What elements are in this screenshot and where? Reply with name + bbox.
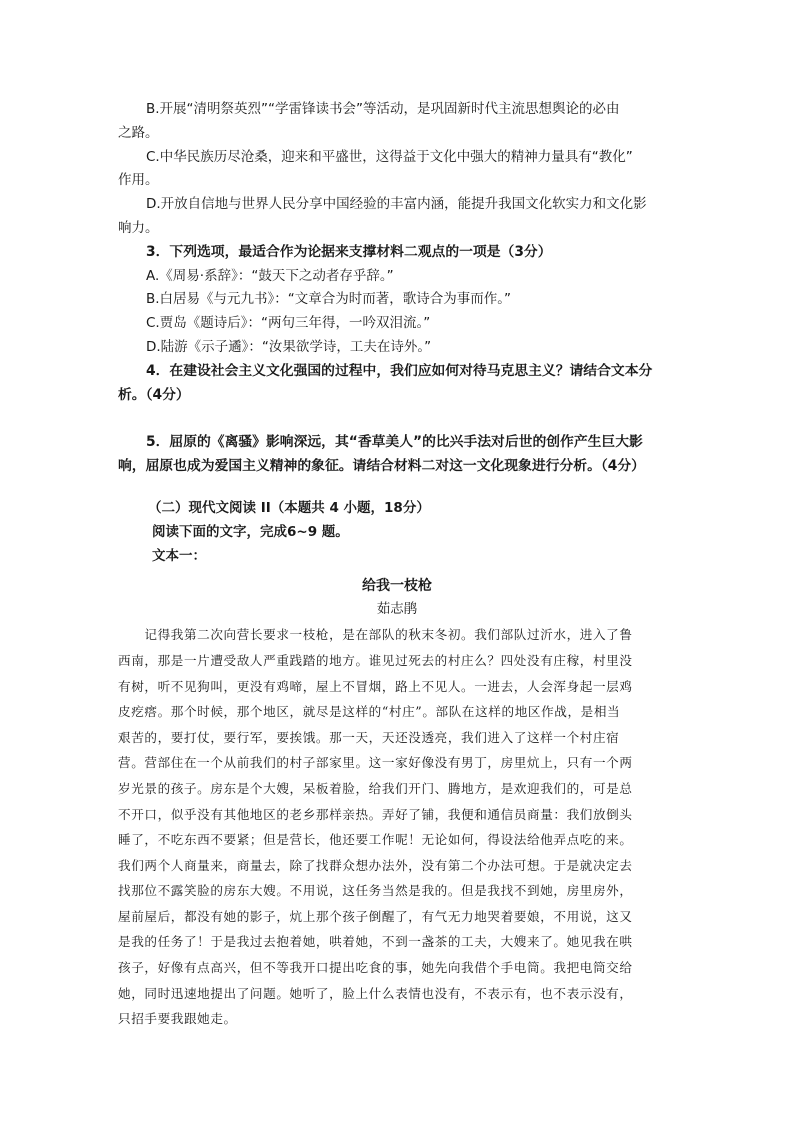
story-line: 孩子，好像有点高兴，但不等我开口提出吃食的事，她先向我借个手电筒。我把电筒交给 (118, 960, 633, 976)
answer-space-2 (118, 479, 676, 497)
story-line: 艰苦的，要打仗，要行军，要挨饿。那一天，天还没透亮，我们进入了这样一个村庄宿 (118, 729, 620, 745)
story-line: 找那位不露笑脸的房东大嫂。不用说，这任务当然是我的。但是我找不到她，房里房外， (118, 883, 633, 899)
question-3-stem: 3．下列选项，最适合作为论据来支撑材料二观点的一项是（3分） (146, 243, 552, 260)
option-b-continued: 之路。 (118, 124, 159, 141)
section-instruction: 阅读下面的文字，完成6~9 题。 (152, 523, 349, 540)
question-3-option-a: A.《周易·系辞》：“鼓天下之动者存乎辞。” (146, 267, 394, 284)
text-label: 文本一： (152, 547, 206, 564)
story-line: 不开口，似乎没有其他地区的老乡那样亲热。弄好了铺，我便和通信员商量：我们放倒头 (118, 806, 633, 822)
story-line: 只招手要我跟她走。 (118, 1011, 237, 1027)
question-5 (118, 431, 676, 479)
option-d-continued: 响力。 (118, 219, 159, 236)
section-heading: （二）现代文阅读 II（本题共 4 小题，18分） (148, 499, 430, 516)
question-3 (118, 241, 676, 360)
option-d-line: D.开放自信地与世界人民分享中国经验的丰富内涵，能提升我国文化软实力和文化影 (146, 196, 647, 213)
option-b-line: B.开展“清明祭英烈”“学雷锋读书会”等活动，是巩固新时代主流思想舆论的必由 (146, 101, 620, 117)
reading-section (118, 497, 676, 568)
question-4-line-2: 析。（4分） (118, 386, 190, 403)
story-line: 她，同时迅速地提出了问题。她听了，脸上什么表情也没有，不表示有，也不表示没有， (118, 985, 633, 1001)
story-line: 岁光景的孩子。房东是个大嫂，呆板着脸，给我们开门、腾地方，是欢迎我们的，可是总 (118, 780, 633, 796)
question-4-line-1: 4．在建设社会主义文化强国的过程中，我们应如何对待马克思主义？请结合文本分 (146, 362, 653, 379)
question-5-line-2: 响，屈原也成为爱国主义精神的象征。请结合材料二对这一文化现象进行分析。（4分） (118, 458, 645, 475)
question-3-option-d: D.陆游《示子遹》：“汝果欲学诗，工夫在诗外。” (146, 338, 432, 355)
story-line: 睡了，不吃东西不要紧；但是营长，他还要工作呢！无论如何，得设法给他弄点吃的来。 (118, 832, 633, 848)
option-c-continued: 作用。 (118, 172, 159, 189)
story-body (118, 622, 676, 1032)
story-line: 屋前屋后，都没有她的影子，炕上那个孩子倒醒了，有气无力地哭着要娘，不用说，这又 (118, 908, 633, 924)
story-title: 给我一枝枪 (362, 578, 432, 595)
story-line: 西南，那是一片遭受敌人严重践踏的地方。谁见过死去的村庄么？四处没有庄稼，村里没 (118, 652, 633, 668)
story-line: 我们两个人商量来，商量去，除了找群众想办法外，没有第二个办法可想。于是就决定去 (118, 857, 633, 873)
question-4 (118, 360, 676, 408)
question-5-line-1: 5．屈原的《离骚》影响深远，其“香草美人”的比兴手法对后世的创作产生巨大影 (146, 434, 643, 451)
question-3-option-c: C.贾岛《题诗后》：“两句三年得，一吟双泪流。” (146, 315, 431, 332)
story-line: 有树，听不见狗叫，更没有鸡啼，屋上不冒烟，路上不见人。一进去，人会浑身起一层鸡 (118, 678, 633, 694)
story-author: 茹志鹃 (376, 601, 418, 618)
story-line: 记得我第二次向营长要求一枝枪，是在部队的秋末冬初。我们部队过沂水，进入了鲁 (118, 627, 633, 643)
option-c-line: C.中华民族历尽沧桑，迎来和平盛世，这得益于文化中强大的精神力量具有“教化” (146, 148, 633, 165)
story-line: 是我的任务了！于是我过去抱着她，哄着她，不到一盏茶的工夫，大嫂来了。她见我在哄 (118, 934, 633, 950)
prev-question-options (118, 98, 676, 241)
answer-space (118, 407, 676, 431)
story-line: 营。营部住在一个从前我们的村子部家里。这一家好像没有男丁，房里炕上，只有一个两 (118, 755, 633, 771)
story-line: 皮疙瘩。那个时候，那个地区，就尽是这样的“村庄”。部队在这样的地区作战，是相当 (118, 704, 621, 720)
question-3-option-b: B.白居易《与元九书》：“文章合为时而著，歌诗合为事而作。” (146, 291, 512, 308)
